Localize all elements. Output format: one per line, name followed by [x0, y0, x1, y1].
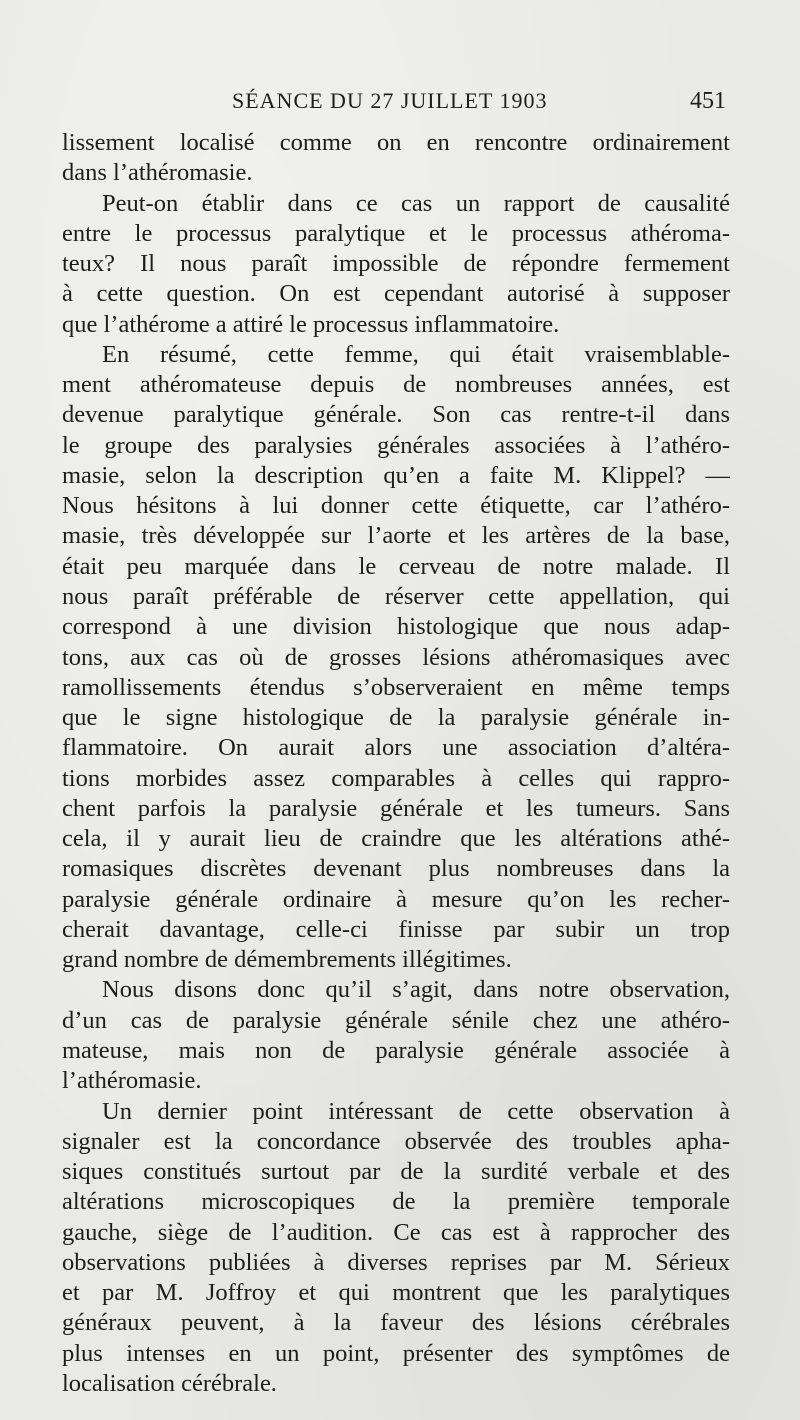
- text-line: nous paraît préférable de réserver cette appellation, qui: [62, 582, 730, 610]
- text-line: et par M. Joffroy et qui montrent que les paralytiques: [62, 1279, 730, 1307]
- text-line: correspond à une division histologique que nous adap-: [62, 613, 730, 641]
- page-number: 451: [690, 88, 726, 114]
- text-line: chent parfois la paralysie générale et les tumeurs. Sans: [62, 794, 730, 822]
- text-line: masie, très développée sur l’aorte et les artères de la base,: [62, 522, 730, 550]
- text-line: Un dernier point intéressant de cette observation à: [102, 1097, 730, 1125]
- text-line: à cette question. On est cependant autorisé à supposer: [62, 280, 730, 308]
- text-line: cherait davantage, celle-ci finisse par subir un trop: [62, 915, 730, 943]
- text-line: grand nombre de démembrements illégitimes.: [62, 946, 512, 974]
- text-line: que le signe histologique de la paralysie générale in-: [62, 704, 730, 732]
- text-line: Peut-on établir dans ce cas un rapport de causalité: [102, 189, 730, 217]
- text-line: teux? Il nous paraît impossible de répondre fermement: [62, 250, 730, 278]
- text-line: mateuse, mais non de paralysie générale associée à: [62, 1036, 730, 1064]
- text-line: tons, aux cas où de grosses lésions athéromasiques avec: [62, 643, 730, 671]
- text-line: dans l’athéromasie.: [62, 159, 253, 187]
- text-line: lissement localisé comme on en rencontre ordinairement: [62, 129, 730, 156]
- text-line: signaler est la concordance observée des troubles apha-: [62, 1127, 730, 1155]
- text-line: que l’athérome a attiré le processus inflammatoire.: [62, 310, 560, 338]
- text-line: le groupe des paralysies générales associées à l’athéro-: [62, 431, 730, 459]
- page-header: [60, 88, 726, 122]
- text-line: plus intenses en un point, présenter des symptômes de: [62, 1339, 730, 1367]
- body-text: [62, 128, 730, 1399]
- running-title: SÉANCE DU 27 JUILLET 1903: [232, 88, 548, 113]
- text-line: cela, il y aurait lieu de craindre que les altérations athé-: [62, 825, 730, 853]
- text-line: siques constitués surtout par de la surdité verbale et des: [62, 1158, 730, 1186]
- text-line: ment athéromateuse depuis de nombreuses années, est: [62, 371, 730, 399]
- text-line: localisation cérébrale.: [62, 1369, 277, 1397]
- text-line: d’un cas de paralysie générale sénile chez une athéro-: [62, 1006, 730, 1034]
- text-line: Nous hésitons à lui donner cette étiquette, car l’athéro-: [62, 492, 730, 520]
- text-line: observations publiées à diverses reprises par M. Sérieux: [62, 1248, 730, 1276]
- text-line: entre le processus paralytique et le processus athéroma-: [62, 219, 730, 247]
- text-line: devenue paralytique générale. Son cas rentre-t-il dans: [62, 401, 730, 429]
- text-line: Nous disons donc qu’il s’agit, dans notre observation,: [102, 976, 730, 1004]
- text-line: l’athéromasie.: [62, 1067, 202, 1095]
- text-line: généraux peuvent, à la faveur des lésions cérébrales: [62, 1309, 730, 1337]
- text-line: flammatoire. On aurait alors une association d’altéra-: [62, 734, 730, 762]
- text-line: gauche, siège de l’audition. Ce cas est à rapprocher des: [62, 1218, 730, 1246]
- text-line: ramollissements étendus s’observeraient en même temps: [62, 673, 730, 701]
- text-line: romasiques discrètes devenant plus nombreuses dans la: [62, 855, 730, 883]
- text-line: tions morbides assez comparables à celles qui rappro-: [62, 764, 730, 792]
- text-line: En résumé, cette femme, qui était vraisemblable-: [102, 340, 730, 368]
- text-line: paralysie générale ordinaire à mesure qu’on les recher-: [62, 885, 730, 913]
- text-line: était peu marquée dans le cerveau de notre malade. Il: [62, 552, 730, 580]
- text-line: masie, selon la description qu’en a faite M. Klippel? —: [62, 461, 730, 489]
- text-line: altérations microscopiques de la première temporale: [62, 1188, 730, 1216]
